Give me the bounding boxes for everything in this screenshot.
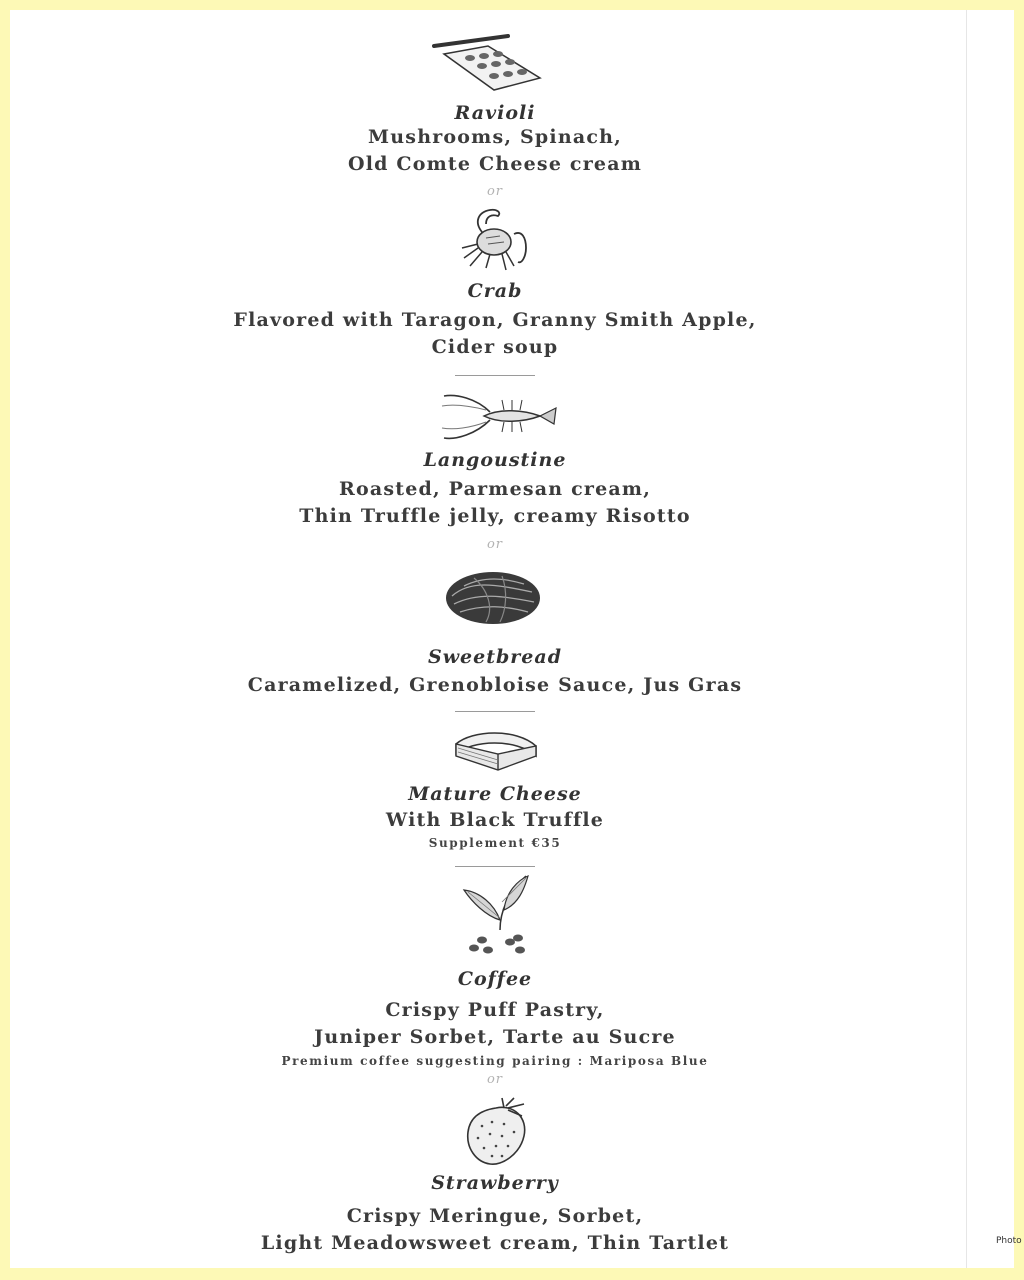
divider-3 xyxy=(455,866,535,867)
langoustine-title: Langoustine xyxy=(423,449,567,471)
ravioli-description-line1: Mushrooms, Spinach, xyxy=(368,126,622,148)
langoustine-description-line2: Thin Truffle jelly, creamy Risotto xyxy=(299,505,691,527)
strawberry-title: Strawberry xyxy=(431,1172,559,1194)
ravioli-title: Ravioli xyxy=(454,102,536,124)
cheese-description-line1: With Black Truffle xyxy=(385,809,605,831)
coffee-plant-icon xyxy=(460,872,534,962)
langoustine-icon xyxy=(440,388,560,446)
cheese-supplement-note: Supplement €35 xyxy=(428,836,562,850)
langoustine-description-line1: Roasted, Parmesan cream, xyxy=(338,478,652,500)
coffee-title: Coffee xyxy=(457,968,533,990)
crab-description-line2: Cider soup xyxy=(431,336,559,358)
cheese-wedge-icon xyxy=(452,726,540,774)
strawberry-description-line1: Crispy Meringue, Sorbet, xyxy=(346,1205,644,1227)
crab-title: Crab xyxy=(467,280,523,302)
coffee-description-line2: Juniper Sorbet, Tarte au Sucre xyxy=(314,1026,676,1048)
strawberry-description-line2: Light Meadowsweet cream, Thin Tartlet xyxy=(260,1232,730,1254)
photo-watermark: Photo xyxy=(996,1236,1022,1246)
or-separator-1: or xyxy=(486,184,504,199)
crab-description-line1: Flavored with Taragon, Granny Smith Apple, xyxy=(233,309,757,331)
divider-2 xyxy=(455,711,535,712)
strawberry-icon xyxy=(462,1096,534,1168)
sweetbread-icon xyxy=(444,570,542,626)
or-separator-2: or xyxy=(486,537,504,552)
crab-icon xyxy=(456,204,534,274)
sweetbread-title: Sweetbread xyxy=(427,646,562,668)
coffee-pairing-note: Premium coffee suggesting pairing : Mariposa Blue xyxy=(281,1054,709,1068)
coffee-description-line1: Crispy Puff Pastry, xyxy=(385,999,605,1021)
ravioli-tray-icon xyxy=(430,34,546,92)
sweetbread-description-line1: Caramelized, Grenobloise Sauce, Jus Gras xyxy=(247,674,743,696)
ravioli-description-line2: Old Comte Cheese cream xyxy=(347,153,643,175)
or-separator-3: or xyxy=(486,1072,504,1087)
divider-1 xyxy=(455,375,535,376)
cheese-title: Mature Cheese xyxy=(408,783,582,805)
